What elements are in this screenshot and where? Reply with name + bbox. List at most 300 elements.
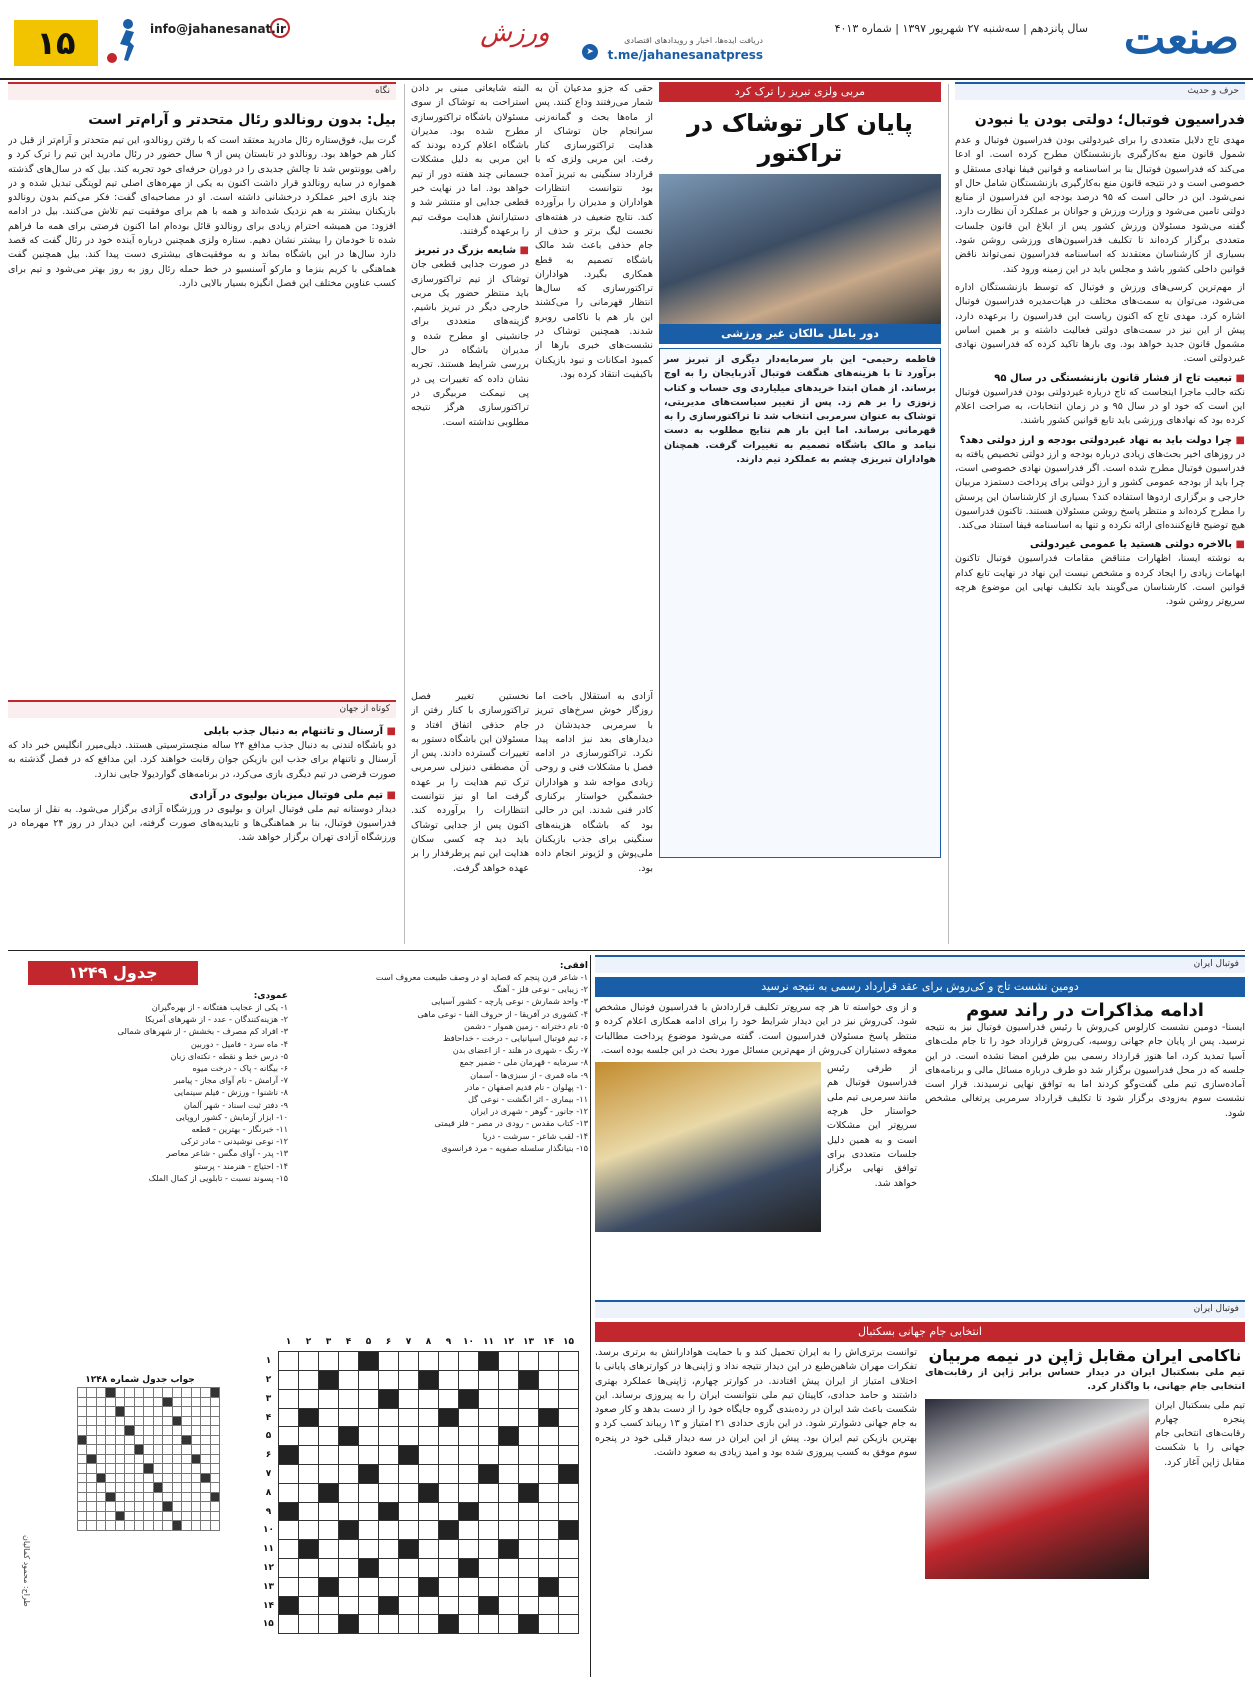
grid-cell[interactable]	[559, 1371, 579, 1390]
answer-cell	[163, 1454, 173, 1464]
grid-cell[interactable]	[439, 1371, 459, 1390]
grid-cell[interactable]	[279, 1540, 299, 1559]
grid-cell[interactable]	[279, 1352, 299, 1371]
column-header: فوتبال ایران	[595, 1300, 1245, 1318]
grid-cell[interactable]	[499, 1352, 519, 1371]
grid-cell[interactable]	[479, 1446, 499, 1465]
answer-cell	[77, 1407, 87, 1417]
grid-cell[interactable]	[559, 1352, 579, 1371]
grid-cell[interactable]	[439, 1577, 459, 1596]
grid-cell[interactable]	[519, 1540, 539, 1559]
grid-block	[299, 1540, 319, 1559]
article-body: تیم ملی بسکتبال ایران پنجره چهارم رقابت‌های انتخابی جام جهانی را با شکست مقابل ژاپن آغاز کرد.	[1155, 1399, 1245, 1468]
grid-cell[interactable]	[459, 1521, 479, 1540]
answer-cell	[191, 1397, 201, 1407]
article-body: آزادی به استقلال باخت اما روزگار خوش سرخ‌های تبریز با سرمربی جدیدشان در دیدارهای بعد نیز ادامه پیدا نکرد. تراکتورسازی در ادامه فصل با مشکلات فنی و روحی زیادی مواجه شد و هواداران خشمگین خواستار برکناری کادر فنی شدند. این در حالی بود که باشگاه هزینه‌های سنگینی برای جذب بازیکنان ملی‌پوش و لژیونر انجام داده بود.	[535, 691, 653, 874]
grid-cell[interactable]	[539, 1483, 559, 1502]
grid-col-number: ۷	[399, 1333, 419, 1352]
grid-block	[379, 1389, 399, 1408]
answer-cell	[144, 1511, 154, 1521]
clue-down: ۱۲- نوعی نوشیدنی - مادر ترکی	[180, 1136, 288, 1147]
grid-cell[interactable]	[339, 1446, 359, 1465]
grid-cell[interactable]	[439, 1389, 459, 1408]
grid-cell[interactable]	[459, 1540, 479, 1559]
grid-cell[interactable]	[299, 1559, 319, 1578]
grid-cell[interactable]	[539, 1427, 559, 1446]
grid-cell[interactable]	[279, 1389, 299, 1408]
answer-cell	[201, 1454, 211, 1464]
grid-row-number: ۳	[259, 1389, 279, 1408]
grid-cell[interactable]	[539, 1502, 559, 1521]
answer-cell	[144, 1473, 154, 1483]
clues-across	[298, 961, 588, 1291]
grid-cell[interactable]	[319, 1521, 339, 1540]
grid-cell[interactable]	[559, 1502, 579, 1521]
grid-cell[interactable]	[519, 1596, 539, 1615]
grid-cell[interactable]	[499, 1483, 519, 1502]
grid-cell[interactable]	[439, 1465, 459, 1484]
grid-cell[interactable]	[359, 1596, 379, 1615]
page-number: ۱۵	[14, 20, 98, 66]
answer-cell	[182, 1416, 192, 1426]
grid-cell[interactable]	[499, 1559, 519, 1578]
grid-cell[interactable]	[379, 1465, 399, 1484]
answer-cell	[134, 1407, 144, 1417]
grid-cell[interactable]	[499, 1596, 519, 1615]
answer-cell	[163, 1445, 173, 1455]
grid-cell[interactable]	[559, 1577, 579, 1596]
grid-cell[interactable]	[499, 1408, 519, 1427]
grid-cell[interactable]	[539, 1465, 559, 1484]
crossword-section	[8, 955, 588, 1677]
grid-cell[interactable]	[539, 1596, 559, 1615]
grid-cell[interactable]	[479, 1615, 499, 1634]
grid-cell[interactable]	[399, 1352, 419, 1371]
grid-cell[interactable]	[499, 1389, 519, 1408]
grid-cell[interactable]	[519, 1502, 539, 1521]
grid-cell[interactable]	[399, 1615, 419, 1634]
answer-cell	[134, 1416, 144, 1426]
answer-cell	[201, 1445, 211, 1455]
grid-cell[interactable]	[339, 1465, 359, 1484]
grid-cell[interactable]	[519, 1465, 539, 1484]
answer-cell	[134, 1521, 144, 1531]
clue-down: ۱۵- پسوند نسبت - تابلویی از کمال الملک	[148, 1172, 288, 1183]
answer-cell	[115, 1388, 125, 1398]
grid-cell[interactable]	[439, 1502, 459, 1521]
answer-cell	[163, 1407, 173, 1417]
grid-cell[interactable]	[559, 1596, 579, 1615]
grid-cell[interactable]	[319, 1540, 339, 1559]
grid-cell[interactable]	[419, 1559, 439, 1578]
grid-cell[interactable]	[519, 1408, 539, 1427]
clue-down: ۱- یکی از عجایب هفتگانه - از بهره‌گیران	[151, 1002, 288, 1012]
grid-cell[interactable]	[379, 1540, 399, 1559]
grid-cell[interactable]	[559, 1615, 579, 1634]
grid-col-number: ۱۱	[479, 1333, 499, 1352]
grid-cell[interactable]	[319, 1427, 339, 1446]
grid-cell[interactable]	[279, 1465, 299, 1484]
grid-col-number: ۸	[419, 1333, 439, 1352]
telegram-caption: دریافت ایده‌ها، اخبار و رویدادهای اقتصادی	[624, 36, 763, 45]
grid-cell[interactable]	[339, 1352, 359, 1371]
grid-block	[319, 1483, 339, 1502]
grid-cell[interactable]	[439, 1540, 459, 1559]
article-basketball	[595, 1300, 1245, 1678]
grid-cell[interactable]	[519, 1559, 539, 1578]
answer-cell	[125, 1454, 135, 1464]
grid-cell[interactable]	[399, 1559, 419, 1578]
answer-cell	[182, 1407, 192, 1417]
grid-cell[interactable]	[399, 1483, 419, 1502]
grid-cell[interactable]	[439, 1559, 459, 1578]
grid-cell[interactable]	[299, 1389, 319, 1408]
grid-cell[interactable]	[459, 1577, 479, 1596]
answer-cell	[210, 1435, 220, 1445]
answer-cell	[87, 1502, 97, 1512]
contact-email[interactable]: info@jahanesanat.ir	[150, 22, 286, 36]
grid-block	[279, 1502, 299, 1521]
grid-cell[interactable]	[519, 1389, 539, 1408]
grid-cell[interactable]	[539, 1615, 559, 1634]
subheading: ■ شایعه بزرگ در تبریز	[411, 243, 529, 258]
grid-cell[interactable]	[299, 1577, 319, 1596]
article-queiroz	[595, 955, 1245, 1295]
grid-cell[interactable]	[339, 1577, 359, 1596]
grid-cell[interactable]	[359, 1483, 379, 1502]
answer-cell	[144, 1397, 154, 1407]
grid-cell[interactable]	[419, 1446, 439, 1465]
grid-cell[interactable]	[459, 1408, 479, 1427]
column-divider	[404, 84, 405, 944]
answer-cell	[144, 1483, 154, 1493]
grid-cell[interactable]	[559, 1446, 579, 1465]
answer-block	[153, 1483, 163, 1493]
grid-cell[interactable]	[339, 1371, 359, 1390]
grid-row-number: ۱۱	[259, 1540, 279, 1559]
grid-cell[interactable]	[459, 1371, 479, 1390]
grid-cell[interactable]	[339, 1408, 359, 1427]
grid-block	[559, 1521, 579, 1540]
subheading: ■ بالاخره دولتی هستید یا عمومی غیردولتی	[955, 537, 1245, 552]
answer-cell	[191, 1464, 201, 1474]
grid-cell[interactable]	[279, 1483, 299, 1502]
grid-cell[interactable]	[379, 1427, 399, 1446]
grid-col-number: ۳	[319, 1333, 339, 1352]
grid-cell[interactable]	[379, 1559, 399, 1578]
grid-cell[interactable]	[399, 1502, 419, 1521]
grid-cell[interactable]	[399, 1521, 419, 1540]
answer-cell	[182, 1502, 192, 1512]
grid-cell[interactable]	[359, 1427, 379, 1446]
answer-cell	[191, 1502, 201, 1512]
grid-cell[interactable]	[459, 1446, 479, 1465]
grid-cell[interactable]	[419, 1389, 439, 1408]
answer-cell	[172, 1445, 182, 1455]
grid-cell[interactable]	[399, 1596, 419, 1615]
crossword-grid[interactable]	[258, 1333, 579, 1634]
grid-cell[interactable]	[339, 1540, 359, 1559]
grid-cell[interactable]	[479, 1371, 499, 1390]
grid-cell[interactable]	[519, 1427, 539, 1446]
answer-cell	[125, 1511, 135, 1521]
grid-cell[interactable]	[419, 1615, 439, 1634]
answer-cell	[87, 1407, 97, 1417]
grid-cell[interactable]	[499, 1502, 519, 1521]
grid-cell[interactable]	[279, 1408, 299, 1427]
grid-cell[interactable]	[439, 1446, 459, 1465]
grid-cell[interactable]	[419, 1521, 439, 1540]
grid-cell[interactable]	[279, 1577, 299, 1596]
grid-cell[interactable]	[379, 1521, 399, 1540]
grid-cell[interactable]	[519, 1446, 539, 1465]
answer-cell	[125, 1388, 135, 1398]
grid-cell[interactable]	[359, 1408, 379, 1427]
answer-cell	[125, 1464, 135, 1474]
answer-cell	[87, 1483, 97, 1493]
page-header	[0, 0, 1253, 80]
grid-cell[interactable]	[279, 1371, 299, 1390]
answer-cell	[134, 1388, 144, 1398]
grid-cell[interactable]	[359, 1521, 379, 1540]
grid-cell[interactable]	[359, 1577, 379, 1596]
brief-title: ■ آرسنال و تاتنهام به دنبال جذب بابلی	[8, 724, 396, 739]
answer-cell	[106, 1473, 116, 1483]
grid-cell[interactable]	[299, 1521, 319, 1540]
grid-cell[interactable]	[299, 1483, 319, 1502]
grid-cell[interactable]	[379, 1371, 399, 1390]
grid-cell[interactable]	[359, 1502, 379, 1521]
grid-cell[interactable]	[499, 1446, 519, 1465]
grid-cell[interactable]	[319, 1559, 339, 1578]
grid-cell[interactable]	[379, 1446, 399, 1465]
answer-cell	[201, 1464, 211, 1474]
grid-cell[interactable]	[479, 1408, 499, 1427]
telegram-link[interactable]: t.me/jahanesanatpress	[607, 48, 763, 62]
grid-cell[interactable]	[299, 1371, 319, 1390]
grid-block	[339, 1427, 359, 1446]
grid-cell[interactable]	[479, 1502, 499, 1521]
clue-across: ۲- زیبایی - نوعی فلز - آهنگ	[493, 984, 588, 995]
answer-cell	[125, 1502, 135, 1512]
article-main	[659, 82, 941, 942]
grid-cell[interactable]	[439, 1596, 459, 1615]
designer-credit: طراح: محمود کمالیان	[22, 1535, 31, 1607]
grid-row-number: ۵	[259, 1427, 279, 1446]
grid-cell[interactable]	[479, 1540, 499, 1559]
section-divider	[8, 950, 1245, 951]
grid-cell[interactable]	[319, 1446, 339, 1465]
grid-cell[interactable]	[419, 1502, 439, 1521]
article-lead: تیم ملی بسکتبال ایران در دیدار حساس برابر ژاپن از رقابت‌های انتخابی جام جهانی، با واگذار کرد.	[925, 1367, 1245, 1393]
grid-cell[interactable]	[399, 1465, 419, 1484]
grid-cell[interactable]	[539, 1446, 559, 1465]
grid-cell[interactable]	[319, 1502, 339, 1521]
grid-cell[interactable]	[459, 1615, 479, 1634]
grid-cell[interactable]	[299, 1615, 319, 1634]
grid-cell[interactable]	[459, 1427, 479, 1446]
grid-cell[interactable]	[459, 1483, 479, 1502]
grid-cell[interactable]	[459, 1352, 479, 1371]
grid-cell[interactable]	[299, 1446, 319, 1465]
grid-cell[interactable]	[539, 1389, 559, 1408]
grid-cell[interactable]	[299, 1502, 319, 1521]
article-kicker: مربی ولزی تبریز را ترک کرد	[659, 82, 941, 102]
grid-cell[interactable]	[339, 1502, 359, 1521]
clue-across: ۱۳- کتاب مقدس - رودی در مصر - فلز قیمتی	[434, 1118, 588, 1129]
grid-cell[interactable]	[499, 1465, 519, 1484]
photo-caption: دور باطل مالکان غیر ورزشی	[659, 324, 941, 344]
article-body: حقی که جزو مدعیان آن به شمار می‌رفتند وداع کنند. پس از ماه‌ها بحث و گمانه‌زنی سرانجام جان توشاک از هدایت تراکتورسازی کنار رفت. این مربی ولزی که با قرارداد سنگینی به تبریز آمده بود نتوانست انتظارات هواداران و مدیران را برآورده کند. نتایج ضعیف در هفته‌های نخست لیگ برتر و حذف از جام حذفی باعث شد مالک باشگاه تصمیم به قطع همکاری بگیرد. هواداران تراکتورسازی که سال‌ها انتظار قهرمانی را می‌کشند این بار هم با ناکامی روبرو شدند. همچنین توشاک در نشست‌های خبری بارها از کمبود امکانات و نبود بازیکنان باکیفیت انتقاد کرده بود.	[535, 83, 653, 380]
grid-cell[interactable]	[379, 1483, 399, 1502]
grid-cell[interactable]	[339, 1559, 359, 1578]
answer-cell	[172, 1464, 182, 1474]
grid-cell[interactable]	[459, 1596, 479, 1615]
answer-cell	[106, 1435, 116, 1445]
grid-cell[interactable]	[559, 1483, 579, 1502]
grid-cell[interactable]	[519, 1352, 539, 1371]
grid-cell[interactable]	[299, 1427, 319, 1446]
grid-cell[interactable]	[339, 1596, 359, 1615]
grid-cell[interactable]	[559, 1559, 579, 1578]
grid-cell[interactable]	[559, 1408, 579, 1427]
answer-cell	[134, 1426, 144, 1436]
grid-cell[interactable]	[479, 1483, 499, 1502]
grid-cell[interactable]	[419, 1352, 439, 1371]
grid-cell[interactable]	[519, 1577, 539, 1596]
grid-cell[interactable]	[379, 1615, 399, 1634]
grid-cell[interactable]	[319, 1615, 339, 1634]
grid-cell[interactable]	[439, 1352, 459, 1371]
answer-cell	[115, 1473, 125, 1483]
grid-cell[interactable]	[319, 1352, 339, 1371]
grid-cell[interactable]	[479, 1521, 499, 1540]
answer-cell	[77, 1416, 87, 1426]
grid-cell[interactable]	[479, 1559, 499, 1578]
answer-cell	[163, 1483, 173, 1493]
grid-cell[interactable]	[399, 1577, 419, 1596]
answer-block	[115, 1407, 125, 1417]
grid-cell[interactable]	[359, 1540, 379, 1559]
grid-cell[interactable]	[399, 1389, 419, 1408]
grid-cell[interactable]	[359, 1389, 379, 1408]
grid-cell[interactable]	[279, 1521, 299, 1540]
article-body: توانست برتری‌اش را به ایران تحمیل کند و با حمایت هوادارانش به برتری برسد. تفکرات مهران شاهین‌طبع در این دیدار نتیجه نداد و ژاپنی‌ها در کوارترهای پایانی با اختلاف امتیاز از ایران پیش افتادند. در کوارتر چهارم، ژاپنی‌ها عملکرد بهتری داشتند و حامد حدادی، کاپیتان تیم ملی نتوانست ایران را به پیروزی برساند. این شکست باعث شد ایران در رده‌بندی گروه جایگاه خود را از دست بدهد و کار صعود به جام جهانی دشوارتر شود. در این بازی حدادی ۲۱ امتیاز و ۱۳ ریباند کسب کرد و بهترین بازیکن تیم ایران بود. پیش از این ایران در سه دیدار قبلی خود در پنجره سوم موفق به کسب پیروزی شده بود و امید زیادی به صعود داشت.	[595, 1347, 917, 1459]
grid-cell[interactable]	[539, 1371, 559, 1390]
grid-block	[319, 1371, 339, 1390]
article-main-col5	[411, 690, 529, 945]
grid-cell[interactable]	[319, 1408, 339, 1427]
grid-cell[interactable]	[539, 1559, 559, 1578]
grid-cell[interactable]	[539, 1352, 559, 1371]
grid-block	[359, 1352, 379, 1371]
brief-body: دیدار دوستانه تیم ملی فوتبال ایران و بولیوی در ورزشگاه آزادی برگزار می‌شود. به نقل از سایت فدراسیون فوتبال، بنا بر هماهنگی‌ها و تاییدیه‌های صورت گرفته، این دیدار در روز ۲۴ مهرماه در ورزشگاه آزادی تهران برگزار خواهد شد.	[8, 803, 396, 844]
grid-cell[interactable]	[499, 1371, 519, 1390]
answer-cell	[106, 1464, 116, 1474]
grid-cell[interactable]	[419, 1465, 439, 1484]
grid-cell[interactable]	[399, 1408, 419, 1427]
answer-cell	[172, 1511, 182, 1521]
answer-block	[210, 1388, 220, 1398]
answer-cell	[210, 1426, 220, 1436]
article-body: ایسنا- دومین نشست کارلوس کی‌روش با رئیس فدراسیون فوتبال نیز به نتیجه نرسید. پس از پایان جام جهانی روسیه، کی‌روش قرارداد خود را تا جام ملت‌های آسیا تمدید کرد، اما هنوز قرارداد رسمی بین طرفین امضا نشده است. در این جلسه که در محل فدراسیون برگزار شد دو طرف درباره مسائل مالی و برنامه‌های آماده‌سازی تیم ملی گفت‌وگو کردند اما به توافق نهایی نرسیدند. قرار است نشست سوم به‌زودی برگزار شود تا تکلیف قرارداد سرمربی پرتغالی مشخص شود.	[925, 1022, 1245, 1119]
answer-cell	[77, 1454, 87, 1464]
clue-down: ۹- دفتر ثبت اسناد - شهر آلمان	[183, 1099, 288, 1110]
grid-cell[interactable]	[419, 1427, 439, 1446]
answer-cell	[96, 1407, 106, 1417]
grid-cell[interactable]	[479, 1427, 499, 1446]
clue-across: ۱۴- لقب شاعر - سرشت - دریا	[482, 1130, 588, 1141]
answer-cell	[144, 1388, 154, 1398]
answer-cell	[210, 1407, 220, 1417]
grid-cell[interactable]	[559, 1427, 579, 1446]
grid-cell[interactable]	[359, 1615, 379, 1634]
grid-cell[interactable]	[439, 1483, 459, 1502]
grid-cell[interactable]	[439, 1427, 459, 1446]
grid-block	[559, 1465, 579, 1484]
grid-cell[interactable]	[319, 1465, 339, 1484]
grid-cell[interactable]	[499, 1577, 519, 1596]
answer-cell	[134, 1473, 144, 1483]
grid-cell[interactable]	[539, 1521, 559, 1540]
grid-cell[interactable]	[379, 1352, 399, 1371]
brief-news	[8, 700, 396, 945]
grid-cell[interactable]	[479, 1577, 499, 1596]
clue-down: ۱۴- احتیاج - هنرمند - پرستو	[194, 1160, 288, 1171]
grid-cell[interactable]	[459, 1465, 479, 1484]
grid-cell[interactable]	[379, 1577, 399, 1596]
answer-cell	[125, 1435, 135, 1445]
grid-cell[interactable]	[399, 1427, 419, 1446]
grid-cell[interactable]	[299, 1465, 319, 1484]
grid-cell[interactable]	[499, 1615, 519, 1634]
grid-cell[interactable]	[359, 1371, 379, 1390]
grid-cell[interactable]	[339, 1483, 359, 1502]
grid-cell[interactable]	[419, 1408, 439, 1427]
grid-cell[interactable]	[419, 1540, 439, 1559]
grid-cell[interactable]	[479, 1389, 499, 1408]
grid-cell[interactable]	[279, 1427, 299, 1446]
grid-cell[interactable]	[319, 1389, 339, 1408]
answer-cell	[191, 1388, 201, 1398]
answer-cell	[191, 1521, 201, 1531]
answer-cell	[87, 1416, 97, 1426]
grid-row-number: ۱۰	[259, 1521, 279, 1540]
answer-cell	[153, 1464, 163, 1474]
grid-cell[interactable]	[379, 1408, 399, 1427]
answer-cell	[153, 1473, 163, 1483]
grid-cell[interactable]	[519, 1521, 539, 1540]
grid-cell[interactable]	[499, 1521, 519, 1540]
clue-across: ۱- شاعر قرن پنجم که قصاید او در وصف طبیعت معروف است	[375, 972, 588, 982]
grid-cell[interactable]	[299, 1352, 319, 1371]
answer-cell	[77, 1511, 87, 1521]
grid-cell[interactable]	[359, 1446, 379, 1465]
grid-cell[interactable]	[319, 1596, 339, 1615]
grid-cell[interactable]	[339, 1389, 359, 1408]
grid-cell[interactable]	[299, 1596, 319, 1615]
grid-cell[interactable]	[399, 1371, 419, 1390]
grid-cell[interactable]	[419, 1596, 439, 1615]
grid-cell[interactable]	[539, 1540, 559, 1559]
newspaper-logo[interactable]	[1097, 14, 1239, 64]
clues-down	[8, 991, 288, 1291]
grid-cell[interactable]	[279, 1615, 299, 1634]
grid-cell[interactable]	[559, 1389, 579, 1408]
grid-cell[interactable]	[279, 1559, 299, 1578]
answer-cell	[153, 1492, 163, 1502]
grid-cell[interactable]	[559, 1540, 579, 1559]
